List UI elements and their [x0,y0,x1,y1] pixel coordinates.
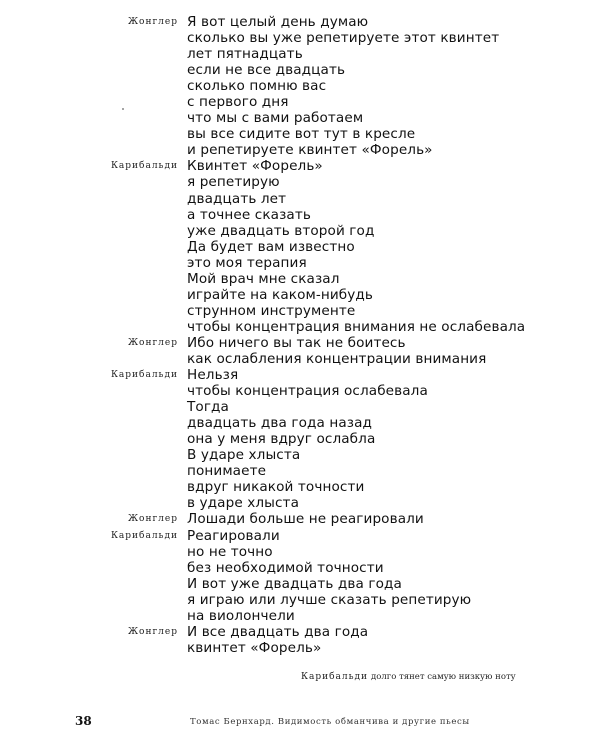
dialogue-line [0,30,600,46]
stage-direction-text: долго тянет самую низкую ноту [371,672,516,682]
dialogue-text: В ударе хлыста [187,447,301,464]
dialogue-text: сколько помню вас [187,78,327,95]
dialogue-text: Я вот целый день думаю [187,14,369,30]
dialogue-line [0,608,600,624]
dialogue-line [0,158,600,174]
dialogue-line [0,78,600,94]
dialogue-line [0,415,600,431]
dialogue-text: уже двадцать второй год [187,222,375,239]
dialogue-line [0,399,600,415]
dialogue-line [0,351,600,367]
dialogue-line [0,511,600,527]
dialogue-line [0,576,600,592]
dialogue-line [0,110,600,126]
dialogue-text: играйте на каком-нибудь [187,286,374,303]
dialogue-line [0,62,600,78]
stage-direction-speaker: Карибальди [301,672,369,682]
dialogue-text: она у меня вдруг ослабла [187,431,376,448]
dialogue-line [0,447,600,463]
dialogue-text: что мы с вами работаем [187,110,364,127]
dialogue-line [0,463,600,479]
dialogue-text: двадцать лет [187,190,287,207]
dialogue-line [0,367,600,383]
speaker-name: Жонглер [127,514,178,525]
dialogue-text: чтобы концентрация внимания не ослабевала [187,318,526,335]
speaker-name: Жонглер [127,337,178,348]
dialogue-text: Нельзя [187,367,239,384]
dialogue-text: квинтет «Форель» [187,639,322,656]
dialogue-text: двадцать два года назад [187,415,373,432]
dialogue-text: это моя терапия [187,254,307,271]
dialogue-line [0,528,600,544]
dialogue-line [0,431,600,447]
dialogue-line [0,495,600,511]
running-title: Томас Бернхард. Видимость обманчива и другие пьесы [190,717,470,727]
dialogue-line [0,544,600,560]
dialogue-text: Реагировали [187,527,280,544]
dialogue-text: но не точно [187,543,273,560]
dialogue-text: понимаете [187,463,267,480]
dialogue-text: струнном инструменте [187,302,356,319]
dialogue-text: без необходимой точности [187,559,384,576]
dialogue-text: я играю или лучше сказать репетирую [187,591,472,608]
dialogue-line [0,592,600,608]
dialogue-line [0,383,600,399]
dialogue-line [0,126,600,142]
dialogue-text: Квинтет «Форель» [187,158,323,175]
dialogue-line [0,94,600,110]
dialogue-line [0,479,600,495]
dialogue-line [0,287,600,303]
dialogue-text: вдруг никакой точности [187,479,365,496]
speaker-name: Жонглер [127,626,178,637]
dialogue-text: Тогда [187,399,229,416]
dialogue-line [0,560,600,576]
dialogue-line [0,142,600,158]
dialogue-line [0,624,600,640]
dialogue-text: с первого дня [187,94,289,111]
dialogue-text: вы все сидите вот тут в кресле [187,126,416,143]
dialogue-text: И все двадцать два года [187,623,369,640]
dialogue-text: как ослабления концентрации внимания [187,350,487,367]
dialogue-line [0,255,600,271]
speaker-name: Карибальди [110,161,178,172]
speaker-name: Жонглер [127,17,178,27]
speaker-name: Карибальди [110,370,178,381]
dialogue-block [0,14,600,656]
dialogue-text: лет пятнадцать [187,46,303,63]
dialogue-line [0,223,600,239]
dialogue-line [0,319,600,335]
dialogue-text: если не все двадцать [187,62,346,79]
dialogue-line [0,191,600,207]
dialogue-line [0,303,600,319]
dialogue-line [0,46,600,62]
dialogue-text: в ударе хлыста [187,495,300,512]
page-number: 38 [75,714,92,728]
dialogue-text: и репетируете квинтет «Форель» [187,142,433,159]
dialogue-text: сколько вы уже репетируете этот квинтет [187,30,500,47]
dialogue-text: Мой врач мне сказал [187,270,340,287]
dialogue-text: Да будет вам известно [187,238,355,255]
dialogue-line [0,640,600,656]
dialogue-line [0,207,600,223]
dialogue-text: И вот уже двадцать два года [187,575,402,592]
dialogue-text: Лошади больше не реагировали [187,511,424,528]
stage-direction [301,666,516,684]
dialogue-line [0,239,600,255]
dialogue-text: я репетирую [187,174,280,191]
dialogue-text: а точнее сказать [187,206,311,223]
speaker-name: Карибальди [110,530,178,541]
dialogue-text: на виолончели [187,607,295,624]
dialogue-text: чтобы концентрация ослабевала [187,383,428,400]
dialogue-line [0,14,600,30]
dialogue-line [0,174,600,190]
dialogue-text: Ибо ничего вы так не боитесь [187,334,406,351]
dialogue-line [0,335,600,351]
dialogue-line [0,271,600,287]
